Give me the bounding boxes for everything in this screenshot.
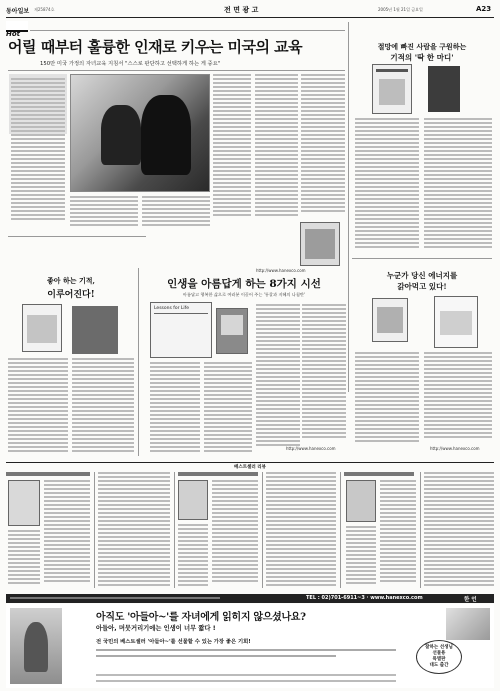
side-book-title-bar (376, 69, 408, 72)
hot-badge-label: Hot (6, 30, 21, 38)
review-sep-4 (340, 472, 341, 588)
main-ad-lower-col-1 (70, 196, 138, 230)
mid-center-book-title: Lessons for Life (154, 306, 189, 311)
issue-number: 제25874호 (34, 7, 55, 12)
main-ad-bottom-rule (8, 236, 146, 237)
bottom-ad-tagline: 전 국민의 베스트셀러 '아들아~'를 선물할 수 있는 가장 좋은 기회! (96, 639, 251, 645)
main-ad-subhead: 150만 미국 가정의 자녀교육 지침서 "스스로 판단하고 선택하게 하는 게 중요" (40, 61, 221, 67)
bottom-ad-badge (416, 640, 462, 674)
paper-name: 동아일보 (6, 8, 30, 15)
review-col-1-text (44, 480, 90, 588)
side-ad-mid-url[interactable]: http://www.hanexco.com (430, 446, 480, 451)
mid-left-photo (72, 306, 118, 354)
side-ad-top-book (372, 64, 412, 114)
bottom-ad-headline: 아직도 '아들아~'를 자녀에게 읽히지 않으셨나요? (96, 612, 306, 623)
review-divider-rule (6, 462, 494, 463)
side-ad-mid-book-art (377, 307, 403, 333)
side-ad-mid-col-2 (424, 352, 492, 442)
side-ad-top-bottom-rule (352, 258, 492, 259)
side-ad-mid-col-1 (355, 352, 419, 446)
mid-left-separator (138, 268, 139, 456)
main-ad-sub-rule (8, 70, 345, 71)
side-ad-mid-book-2-art (440, 311, 472, 335)
bottom-ad-fine-print-2 (96, 655, 336, 657)
right-column-separator (348, 22, 349, 392)
photo-figure-parent (141, 95, 191, 175)
bottom-ad (6, 604, 494, 688)
review-col-3-title-bar (178, 472, 258, 476)
main-ad-col-1 (11, 78, 65, 228)
bottom-ad-subhead: 아들아, 머뭇거리기에는 인생이 너무 짧다 ! (96, 625, 216, 632)
review-sep-5 (420, 472, 421, 588)
side-book-art (379, 79, 405, 105)
mid-left-book (22, 304, 62, 352)
review-col-3b-text (178, 524, 208, 588)
review-col-5-title-bar (344, 472, 414, 476)
mid-center-url[interactable]: http://www.hanexco.com (286, 446, 336, 451)
side-ad-mid-headline-1: 누군가 당신 에너지를 (386, 271, 458, 280)
mid-center-col-3 (256, 304, 300, 454)
review-col-5-text (380, 480, 416, 588)
mid-left-col-1 (8, 358, 68, 454)
review-col-5b-text (346, 526, 376, 588)
photo-figure-child (101, 105, 141, 165)
bottom-ad-fine-print-3 (96, 674, 396, 676)
badge-line-3: 특별판 (432, 657, 446, 662)
bottom-ad-right-illustration (446, 608, 490, 640)
review-col-1-title-bar (6, 472, 90, 476)
masthead-rule (6, 17, 494, 18)
bottom-band-fine-print (10, 597, 220, 599)
badge-line-1: 잘하는 선생님 (425, 645, 453, 650)
side-ad-top-headline-1: 절망에 빠진 사람을 구원하는 (377, 42, 467, 51)
main-ad-url[interactable]: http://www.hanexco.com (256, 268, 306, 273)
bottom-ad-fine-print-1 (96, 649, 396, 651)
mid-center-headline: 인생을 아름답게 하는 8가지 시선 (167, 278, 321, 290)
side-ad-top-photo (428, 66, 460, 112)
main-ad-col-4 (301, 74, 345, 222)
mid-center-col-1 (150, 362, 200, 456)
review-book-3 (178, 480, 208, 520)
issue-date: 2005년 1월 21일 금요일 (378, 7, 423, 12)
mid-center-book-2 (216, 308, 248, 354)
review-col-4-text (266, 472, 336, 588)
review-divider-label: 베스트셀러 리뷰 (200, 464, 300, 470)
bottom-band-phone: TEL : 02)701-6911~3 · www.hanexco.com (306, 595, 423, 601)
main-ad-lower-col-2 (142, 196, 210, 230)
side-ad-top-headline-2: 기적의 '딱 한 마디' (390, 53, 454, 62)
mid-left-headline-1: 좋아 하는 기적, (47, 276, 95, 285)
mid-center-book-rule (154, 313, 208, 314)
mid-center-book (150, 302, 212, 358)
page-number: A23 (476, 5, 492, 13)
review-sep-2 (174, 472, 175, 588)
main-ad-col-2 (213, 74, 251, 224)
review-sep-1 (94, 472, 95, 588)
badge-line-4: 대도 출간 (429, 663, 449, 668)
book-cover-art (305, 229, 335, 259)
side-ad-mid-book (372, 298, 408, 342)
review-col-3-text (212, 480, 258, 588)
mid-center-col-4 (302, 304, 346, 444)
review-col-1b-text (8, 530, 40, 588)
side-ad-top-col-2 (424, 118, 492, 253)
mid-center-book-2-art (221, 315, 243, 335)
mid-left-book-art (27, 315, 57, 343)
side-ad-mid-headline-2: 갉아먹고 있다! (397, 282, 447, 291)
top-section-rule (30, 30, 345, 31)
mid-left-headline-2: 이루어진다! (47, 290, 95, 300)
mid-center-subhead: 아름답고 행복한 삶으로 여러분 이끌어 주는 '통찰과 지혜의 나침반' (182, 292, 306, 297)
mid-center-col-2 (204, 362, 252, 456)
review-book-5 (346, 480, 376, 522)
bottom-ad-fine-print-4 (96, 680, 396, 682)
review-col-6-text (424, 472, 494, 588)
badge-line-2: 선물용 (432, 651, 446, 656)
hot-badge (6, 21, 28, 38)
review-sep-3 (262, 472, 263, 588)
main-ad-headline: 어릴 때부터 훌륭한 인재로 키우는 미국의 교육 (8, 38, 303, 56)
illustration-figure (24, 622, 48, 672)
section-title: 전 면 광 고 (224, 6, 259, 14)
main-ad-photo (70, 74, 210, 192)
review-strip (6, 472, 494, 590)
review-book-1 (8, 480, 40, 526)
review-col-2-text (98, 472, 170, 588)
bottom-band-publisher: 한 언 (464, 597, 477, 603)
side-ad-mid-book-2 (434, 296, 478, 348)
bottom-band (6, 594, 494, 603)
main-ad-book-cover (300, 222, 340, 266)
masthead (6, 5, 494, 16)
bottom-ad-illustration (10, 608, 62, 684)
side-ad-top-col-1 (355, 118, 419, 253)
mid-left-col-2 (72, 358, 134, 454)
main-ad-col-3 (255, 74, 298, 224)
